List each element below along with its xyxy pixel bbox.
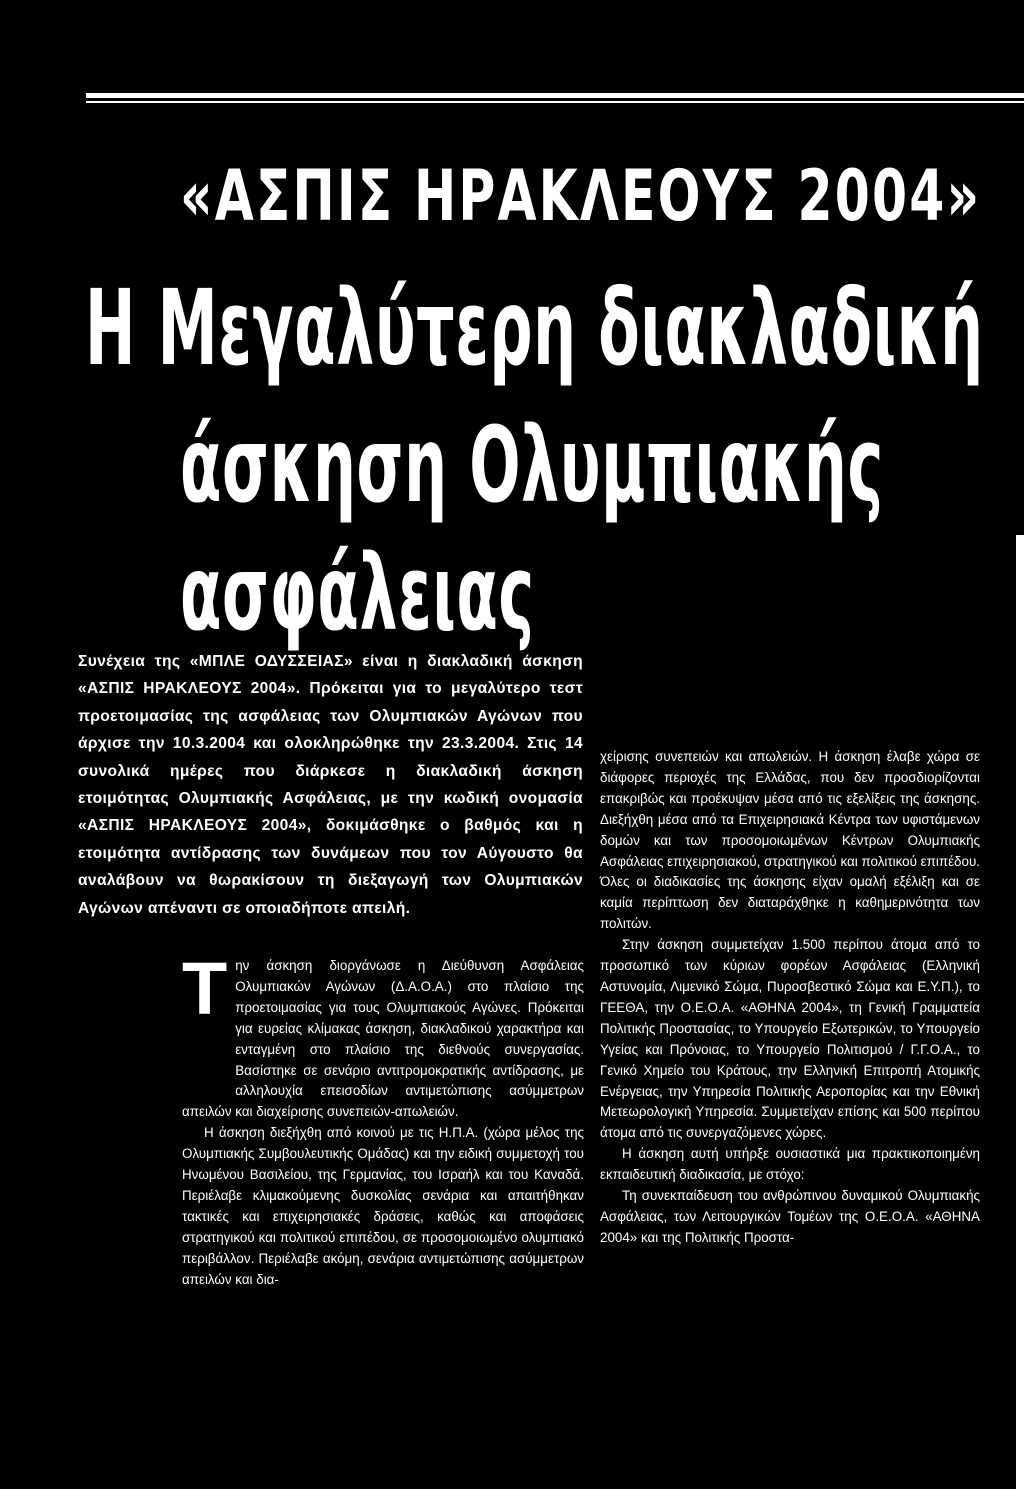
- body-paragraph: Η άσκηση διεξήχθη από κοινού με τις Η.Π.Α. (χώρα μέλος της Ολυμπιακής Συμβουλευτικής Ομάδας) και την ειδική συμμετοχή του Ηνωμένου Βασιλείου, της Γερμανίας, του Ισραήλ και του Καναδά. Περιέλαβε κλιμακούμενης δυσκολίας σενάρια και απαιτήθηκαν τακτικές και επιχειρησιακές δράσεις, καθώς και αποφάσεις στρατηγικού και πολιτικού επιπέδου, σε προσομοιωμένο ολυμπιακό περιβάλλον. Περιέλαβε ακόμη, σενάρια αντιμετώπισης ασύμμετρων απειλών και δια-: [182, 1125, 584, 1287]
- body-paragraph-text: ην άσκηση διοργάνωσε η Διεύθυνση Ασφάλειας Ολυμπιακών Αγώνων (Δ.Α.Ο.Α.) στο πλαίσιο της προετοιμασίας για τους Ολυμπιακούς Αγώνες. Πρόκειται για ευρείας κλίμακας άσκηση, διακλαδικού χαρακτήρα και ενταγμένη στο πλαίσιο της διεθνούς συνεργασίας. Βασίστηκε σε σενάριο αντιτρομοκρατικής αντίδρασης, με αλληλουχία επεισοδίων αντιμετώπισης ασύμμετρων απειλών και διαχείρισης συνεπειών-απωλειών.: [182, 958, 584, 1120]
- top-rule: [86, 93, 1024, 98]
- title-line-1: Η Μεγαλύτερη διακλαδική: [85, 267, 984, 389]
- drop-cap: Τ: [182, 947, 228, 1030]
- article-lead: Συνέχεια της «ΜΠΛΕ ΟΔΥΣΣΕΙΑΣ» είναι η διακλαδική άσκηση «ΑΣΠΙΣ ΗΡΑΚΛΕΟΥΣ 2004». Πρόκειται για το μεγαλύτερο τεστ προετοιμασίας της ασφάλειας των Ολυμπιακών Αγώνων που άρχισε την 10.3.2004 και ολοκληρώθηκε την 23.3.2004. Στις 14 συνολικά ημέρες που διάρκεσε η διακλαδική άσκηση ετοιμότητας Ολυμπιακής Ασφάλειας, με την κωδική ονομασία «ΑΣΠΙΣ ΗΡΑΚΛΕΟΥΣ 2004», δοκιμάσθηκε ο βαθμός και η ετοιμότητα αντίδρασης των δυνάμεων που τον Αύγουστο θα αναλάβουν να θωρακίσουν τη διεξαγωγή των Ολυμπιακών Αγώνων απέναντι σε οποιαδήποτε απειλή.: [78, 653, 583, 917]
- title-line-2: άσκηση Ολυμπιακής: [180, 404, 884, 526]
- body-paragraph: [182, 947, 584, 1123]
- body-column-right: [600, 747, 980, 1249]
- article-kicker: «ΑΣΠΙΣ ΗΡΑΚΛΕΟΥΣ 2004»: [180, 155, 982, 237]
- body-paragraph: Η άσκηση αυτή υπήρξε ουσιαστικά μια πρακτικοποιημένη εκπαιδευτική διαδικασία, με στόχο:: [600, 1146, 980, 1183]
- body-paragraph: Στην άσκηση συμμετείχαν 1.500 περίπου άτομα από το προσωπικό των κύριων φορέων Ασφάλειας (Ελληνική Αστυνομία, Λιμενικό Σώμα, Πυροσβεστικό Σώμα και Ε.Υ.Π.), το ΓΕΕΘΑ, την Ο.Ε.Ο.Α. «ΑΘΗΝΑ 2004», τη Γενική Γραμματεία Πολιτικής Προστασίας, το Υπουργείο Εξωτερικών, το Υπουργείο Υγείας και Πρόνοιας, το Υπουργείο Πολιτισμού / Γ.Γ.Ο.Α., το Γενικό Χημείο του Κράτους, την Ελληνική Επιτροπή Ατομικής Ενέργειας, την Υπηρεσία Πολιτικής Αεροπορίας και την Εθνική Μετεωρολογική Υπηρεσία. Συμμετείχαν επίσης και 500 περίπου άτομα από τις συνεργαζόμενες χώρες.: [600, 937, 980, 1141]
- title-line-3: ασφάλειας: [180, 532, 535, 654]
- body-column-left: [182, 947, 584, 1291]
- top-rule-thin: [86, 101, 1024, 103]
- body-paragraph: χείρισης συνεπειών και απωλειών. Η άσκηση έλαβε χώρα σε διάφορες περιοχές της Ελλάδας, που δεν προσδιορίζονται επακριβώς και προέκυψαν μέσα από τις εξελίξεις της άσκησης. Διεξήχθη μέσα από τα Επιχειρησιακά Κέντρα των υφιστάμενων δομών και των προσομοιωμένων Κέντρων Ολυμπιακής Ασφάλειας επιχειρησιακού, στρατηγικού και πολιτικού επιπέδου. Όλες οι διαδικασίες της άσκησης είχαν ομαλή εξέλιξη και σε καμία περίπτωση δεν διαταράχθηκε η καθημερινότητα των πολιτών.: [600, 749, 980, 932]
- right-edge-bar: [1016, 535, 1024, 1489]
- body-paragraph: Τη συνεκπαίδευση του ανθρώπινου δυναμικού Ολυμπιακής Ασφάλειας, των Λειτουργικών Τομέων της Ο.Ε.Ο.Α. «ΑΘΗΝΑ 2004» και της Πολιτικής Προστα-: [600, 1188, 980, 1245]
